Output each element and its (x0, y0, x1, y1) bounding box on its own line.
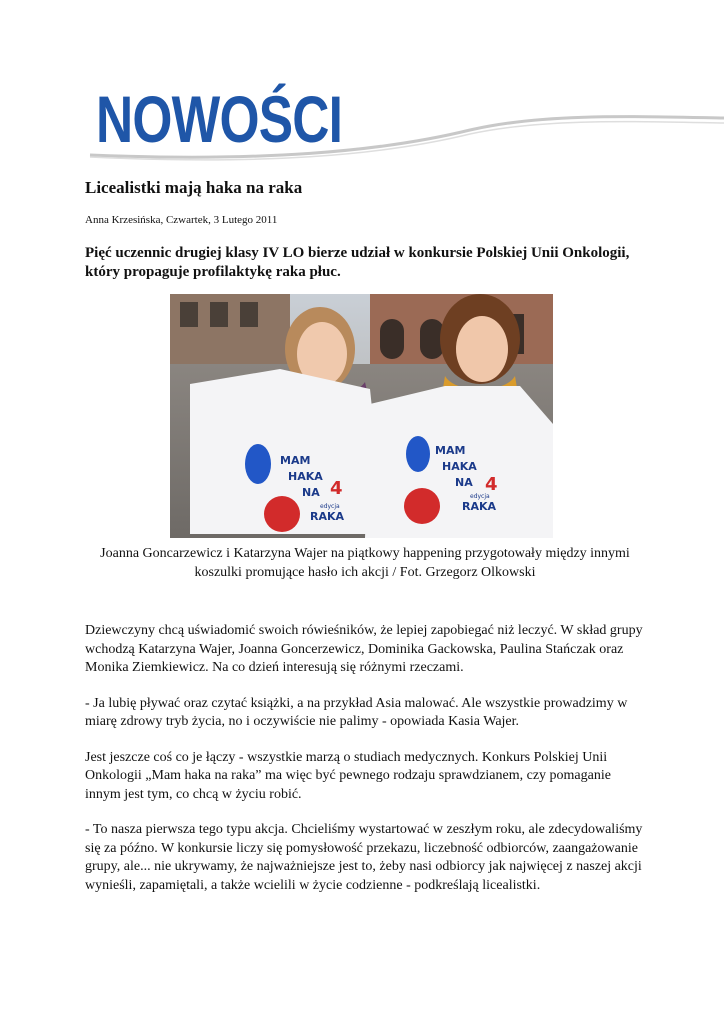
right-shirt-text-4: edycja (470, 493, 490, 500)
masthead (0, 0, 724, 170)
right-shirt-text-2: HAKA (442, 460, 477, 473)
right-shirt-text-5: RAKA (462, 500, 497, 513)
right-shirt-text-6: 4 (485, 474, 498, 495)
article-paragraph: Dziewczyny chcą uświadomić swoich rówieśników, że lepiej zapobiegać niż leczyć. W skład grupy wchodzą Katarzyna Wajer, Joanna Goncerzewicz, Dominika Gackowska, Paulina Stańczak oraz Monika Ziemkiewicz. Na co dzień interesują się różnymi rzeczami. (85, 623, 643, 675)
right-shirt-text-3: NA (455, 476, 473, 489)
masthead-swoosh (0, 100, 724, 170)
left-shirt-text-3: NA (302, 486, 320, 499)
right-shirt-text-1: MAM (435, 444, 466, 457)
article-lead: Pięć uczennic drugiej klasy IV LO bierze udział w konkursie Polskiej Unii Onkologii, który propaguje profilaktykę raka płuc. (85, 245, 630, 280)
article-byline: Anna Krzesińska, Czwartek, 3 Lutego 2011 (85, 214, 278, 226)
left-shirt-text-4: edycja (320, 503, 340, 510)
article-paragraph: - Ja lubię pływać oraz czytać książki, a na przykład Asia malować. Ale wszystkie prowadzimy w miarę zdrowy tryb życia, no i oczywiście nie palimy - opowiada Kasia Wajer. (85, 695, 628, 729)
photo-illustration (170, 294, 553, 538)
newspaper-logo: NOWOŚCI (96, 82, 343, 156)
left-shirt-text-2: HAKA (288, 470, 323, 483)
article-paragraph: Jest jeszcze coś co je łączy - wszystkie marzą o studiach medycznych. Konkurs Polskiej Unii Onkologii „Mam haka na raka” ma więc być pewnego rodzaju sprawdzianem, czy pomaganie innym jest tym, co chcą w życiu robić. (85, 749, 611, 802)
left-shirt-text-6: 4 (330, 478, 343, 499)
article-title: Licealistki mają haka na raka (85, 178, 303, 197)
left-shirt-text-1: MAM (280, 454, 311, 467)
photo-caption: Joanna Goncarzewicz i Katarzyna Wajer na piątkowy happening przygotowały między innymi koszulki promujące hasło ich akcji / Fot. Grzegorz Olkowski (100, 546, 630, 580)
left-shirt-text-5: RAKA (310, 510, 345, 523)
article-photo (170, 294, 553, 538)
article-paragraph: - To nasza pierwsza tego typu akcja. Chcieliśmy wystartować w zeszłym roku, ale zdecydowaliśmy się za późno. W konkursie liczy się pomysłowość przekazu, liczebność odbiorców, zaangażowanie grupy, ale... nie ukrywamy, że najważniejsze jest to, żeby nasi odbiorcy jak najwięcej z naszej akcji wynieśli, zapamiętali, a także wcielili w życie codzienne - podkreślają licealistki. (85, 822, 643, 893)
article-body (85, 622, 645, 912)
